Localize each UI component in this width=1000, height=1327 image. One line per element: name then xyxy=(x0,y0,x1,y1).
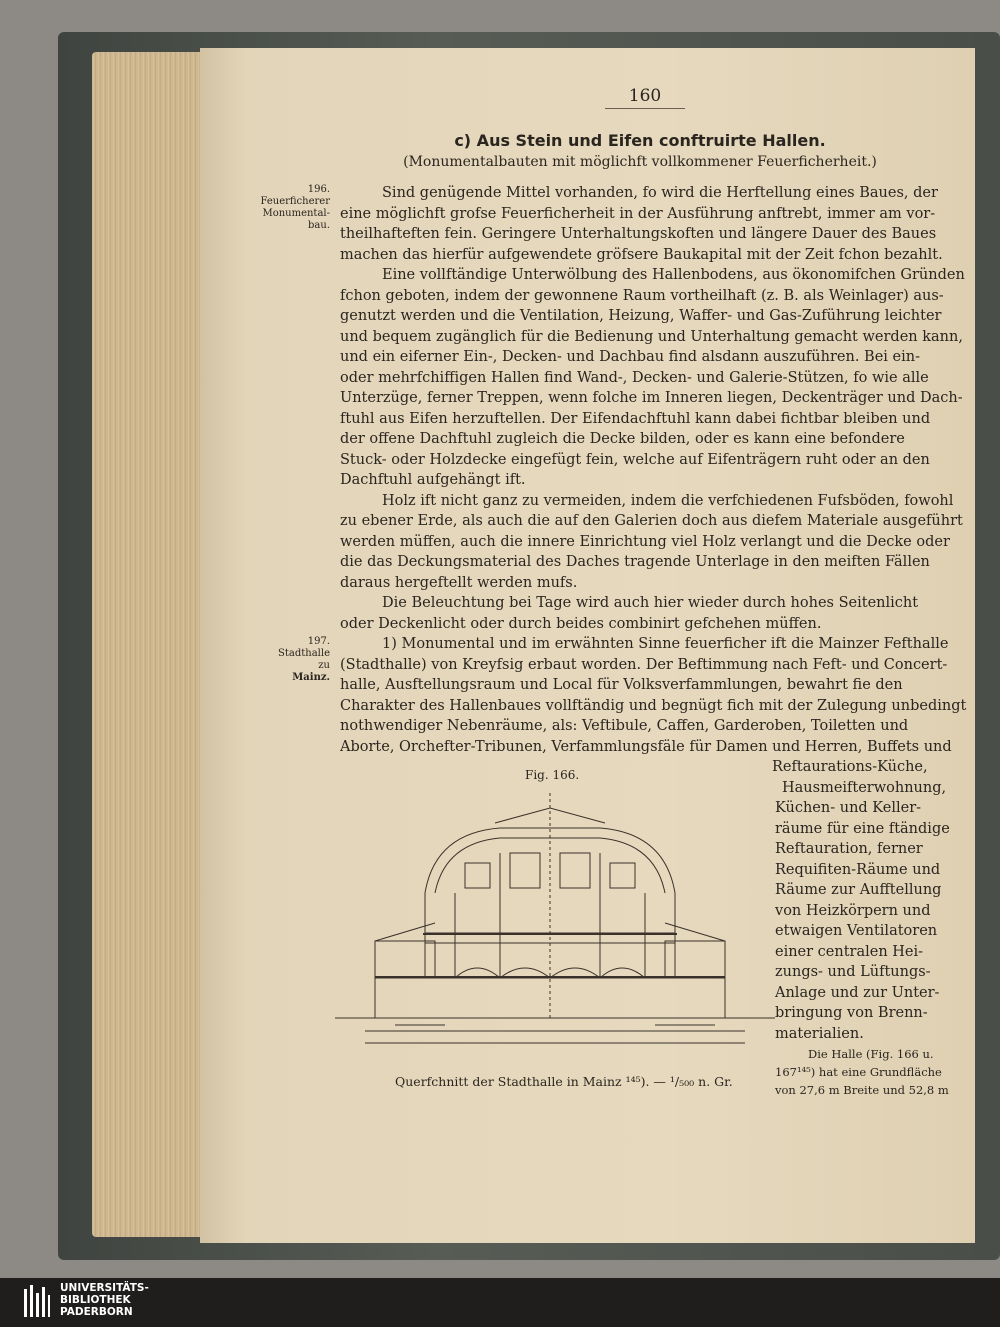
cross-section-figure xyxy=(335,793,775,1063)
body-line: nothwendiger Nebenräume, als: Veftibule, Caffen, Garderoben, Toiletten und xyxy=(340,718,909,734)
margin-note-line: 197. xyxy=(307,636,330,647)
side-column-line: von Heizkörpern und xyxy=(775,903,931,919)
library-name-line: PADERBORN xyxy=(60,1306,133,1318)
body-line: Stuck- oder Holzdecke eingefügt fein, welche auf Eifenträgern ruht oder an den xyxy=(340,452,930,468)
side-column-line: Anlage und zur Unter- xyxy=(775,985,940,1001)
margin-note-line: Mainz. xyxy=(292,672,330,683)
body-line: werden müffen, auch die innere Einrichtung viel Holz verlangt und die Decke oder xyxy=(340,534,950,550)
library-footer xyxy=(0,1278,1000,1327)
body-line: Aborte, Orchefter-Tribunen, Verfammlungsfäle für Damen und Herren, Buffets und xyxy=(340,739,952,755)
small-side-line: von 27,6 m Breite und 52,8 m xyxy=(775,1083,949,1097)
library-name-line: BIBLIOTHEK xyxy=(60,1294,131,1306)
body-line: Unterzüge, ferner Treppen, wenn folche im Inneren liegen, Deckenträger und Dach- xyxy=(340,390,963,406)
body-line: Die Beleuchtung bei Tage wird auch hier wieder durch hohes Seitenlicht xyxy=(382,595,919,611)
body-line: daraus hergeftellt werden mufs. xyxy=(340,575,578,591)
body-line: Charakter des Hallenbaues vollftändig und begnügt fich mit der Zulegung unbedingt xyxy=(340,698,967,714)
side-column-line: zungs- und Lüftungs- xyxy=(775,964,931,980)
page-number: 160 xyxy=(605,86,685,109)
body-line: und bequem zugänglich für die Bedienung und Unterhaltung gemacht werden kann, xyxy=(340,329,963,345)
section-title: c) Aus Stein und Eifen conftruirte Hallen. xyxy=(454,131,826,150)
body-line: oder mehrfchiffigen Hallen find Wand-, Decken- und Galerie-Stützen, fo wie alle xyxy=(340,370,929,386)
body-line: theilhafteften fein. Geringere Unterhaltungskoften und längere Dauer des Baues xyxy=(340,226,937,242)
margin-note-line: Stadthalle xyxy=(278,648,330,659)
side-column-line: Reftaurations-Küche, xyxy=(772,759,928,775)
body-line: genutzt werden und die Ventilation, Heizung, Waffer- und Gas-Zuführung leichter xyxy=(340,308,942,324)
body-line: (Stadthalle) von Kreyfsig erbaut worden. Der Beftimmung nach Feft- und Concert- xyxy=(340,657,948,673)
book-page xyxy=(200,48,975,1243)
body-line: fchon geboten, indem der gewonnene Raum vortheilhaft (z. B. als Weinlager) aus- xyxy=(340,288,944,304)
body-line: zu ebener Erde, als auch die auf den Galerien doch aus diefem Materiale ausgeführt xyxy=(340,513,963,529)
side-column-line: Hausmeifterwohnung, xyxy=(782,780,947,796)
body-line: Dachftuhl aufgehängt ift. xyxy=(340,472,526,488)
side-column-line: etwaigen Ventilatoren xyxy=(775,923,938,939)
page-edges xyxy=(92,52,204,1237)
side-column-line: räume für eine ftändige xyxy=(775,821,950,837)
side-column-line: Räume zur Aufftellung xyxy=(775,882,942,898)
side-column-line: bringung von Brenn- xyxy=(775,1005,928,1021)
small-side-line: Die Halle (Fig. 166 u. xyxy=(808,1047,934,1061)
body-line: oder Deckenlicht oder durch beides combinirt gefchehen müffen. xyxy=(340,616,822,632)
body-line: Sind genügende Mittel vorhanden, fo wird die Herftellung eines Baues, der xyxy=(382,185,938,201)
margin-note-196 xyxy=(260,184,330,232)
library-name-line: UNIVERSITÄTS- xyxy=(60,1282,149,1294)
body-line: die das Deckungsmaterial des Daches tragende Unterlage in den meiften Fällen xyxy=(340,554,930,570)
body-line: 1) Monumental und im erwähnten Sinne feuerficher ift die Mainzer Fefthalle xyxy=(382,636,949,652)
body-line: machen das hierfür aufgewendete gröfsere Baukapital mit der Zeit fchon bezahlt. xyxy=(340,247,943,263)
margin-note-line: bau. xyxy=(308,220,330,231)
side-column-line: Küchen- und Keller- xyxy=(775,800,922,816)
library-name xyxy=(60,1282,149,1318)
margin-note-line: Feuerficherer xyxy=(260,196,330,207)
figure-caption: Querfchnitt der Stadthalle in Mainz ¹⁴⁵). — ¹/₅₀₀ n. Gr. xyxy=(395,1074,733,1089)
margin-note-197 xyxy=(260,636,330,684)
figure-label: Fig. 166. xyxy=(525,768,580,782)
body-line: eine möglichft grofse Feuerficherheit in der Ausführung anftrebt, immer am vor- xyxy=(340,206,936,222)
margin-note-line: 196. xyxy=(307,184,330,195)
body-line: der offene Dachftuhl zugleich die Decke bilden, oder es kann eine befondere xyxy=(340,431,905,447)
small-side-line: 167¹⁴⁵) hat eine Grundfläche xyxy=(775,1065,942,1079)
body-line: und ein eiferner Ein-, Decken- und Dachbau find alsdann auszuführen. Bei ein- xyxy=(340,349,920,365)
section-subtitle: (Monumentalbauten mit möglichft vollkommener Feuerficherheit.) xyxy=(403,154,877,170)
side-column-line: Reftauration, ferner xyxy=(775,841,923,857)
side-column-line: materialien. xyxy=(775,1026,864,1042)
margin-note-line: zu xyxy=(318,660,330,671)
library-logo-icon xyxy=(22,1283,52,1321)
body-line: Holz ift nicht ganz zu vermeiden, indem die verfchiedenen Fufsböden, fowohl xyxy=(382,493,954,509)
body-line: halle, Ausftellungsraum und Local für Volksverfammlungen, bewahrt fie den xyxy=(340,677,903,693)
side-column-line: Requifiten-Räume und xyxy=(775,862,941,878)
side-column-line: einer centralen Hei- xyxy=(775,944,924,960)
body-line: Eine vollftändige Unterwölbung des Hallenbodens, aus ökonomifchen Gründen xyxy=(382,267,965,283)
body-line: ftuhl aus Eifen herzuftellen. Der Eifendachftuhl kann dabei fichtbar bleiben und xyxy=(340,411,931,427)
margin-note-line: Monumental- xyxy=(262,208,330,219)
